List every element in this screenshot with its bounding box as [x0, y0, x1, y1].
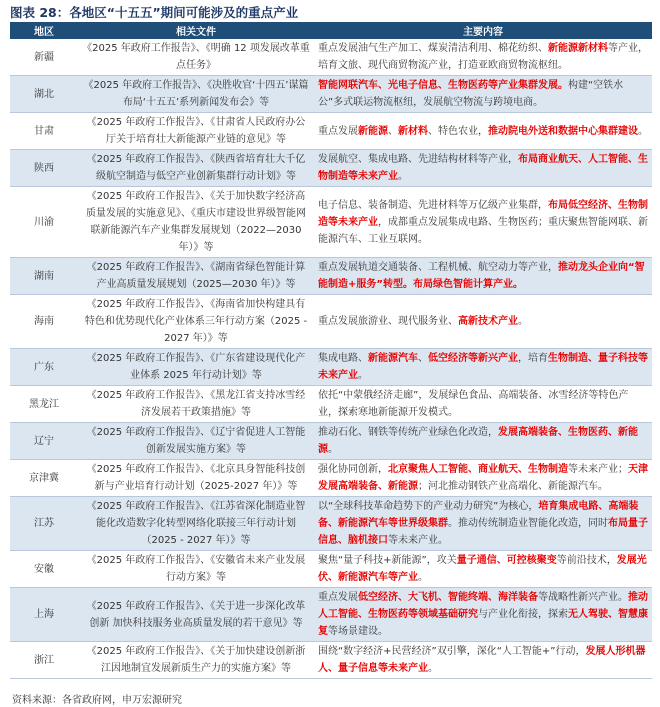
content-cell: [314, 423, 652, 460]
content-cell: [314, 39, 652, 76]
highlighted-text: 新能源: [358, 125, 388, 137]
highlighted-text: 新材料: [398, 125, 428, 137]
content-text: 构建“空铁水公”多式联运物流枢纽，发展航空物流与跨境电商。: [318, 80, 624, 108]
highlighted-text: 低空经济等新兴产业: [428, 353, 518, 364]
content-cell: [314, 150, 652, 187]
region-cell: 安徽: [10, 551, 78, 588]
highlighted-text: 新能源新材料: [548, 43, 608, 54]
documents-cell: 《2025 年政府工作报告》、《北京具身智能科技创新与产业培育行动计划（2025-2027 年）》等: [78, 460, 314, 497]
content-cell: [314, 460, 652, 497]
content-text: 以“全球科技革命趋势下的产业动力研究”为核心，: [318, 501, 539, 512]
table-row: [10, 642, 652, 679]
industry-table: [10, 22, 652, 679]
content-text: 集成电路、: [318, 353, 368, 364]
highlighted-text: 低空经济、大飞机、智能终端、海洋装备: [358, 592, 538, 603]
content-text: 。: [638, 125, 648, 137]
content-cell: [314, 349, 652, 386]
highlighted-text: 推动院电外送和数据中心集群建设: [488, 125, 638, 137]
content-cell: [314, 113, 652, 150]
documents-cell: 《2025 年政府工作报告》、《黑龙江省支持冰雪经济发展若干政策措施》等: [78, 386, 314, 423]
region-cell: 湖北: [10, 76, 78, 113]
region-cell: 京津冀: [10, 460, 78, 497]
region-cell: 江苏: [10, 497, 78, 551]
content-text: 重点发展旅游业、现代服务业、: [318, 316, 458, 327]
highlighted-text: 发展人形机器人、量子信息等未来产业: [318, 646, 646, 674]
highlighted-text: 布局量子信息、脑机接口: [318, 518, 648, 546]
highlighted-text: 北京聚焦人工智能、商业航天、生物制造: [388, 464, 568, 475]
region-cell: 浙江: [10, 642, 78, 679]
content-text: 等前沿技术，: [556, 555, 617, 566]
header-documents: 相关文件: [78, 22, 314, 39]
documents-cell: 《2025 年政府工作报告》、《海南省加快构建具有特色和优势现代化产业体系三年行动方案（2025 - 2027 年）》等: [78, 295, 314, 349]
content-cell: [314, 551, 652, 588]
header-region: 地区: [10, 22, 78, 39]
table-header-row: [10, 22, 652, 39]
content-text: 。: [518, 316, 528, 327]
content-text: 重点发展油气生产加工、煤炭清洁利用、棉花纺织、: [318, 43, 548, 54]
content-text: 。: [428, 663, 438, 674]
content-text: 重点发展: [318, 592, 358, 603]
header-content: 主要内容: [314, 22, 652, 39]
highlighted-text: 发展高端装备、生物医药、新能源: [318, 427, 638, 455]
table-body: [10, 39, 652, 679]
documents-cell: 《2025 年政府工作报告》、《安徽省未来产业发展行动方案》等: [78, 551, 314, 588]
region-cell: 新疆: [10, 39, 78, 76]
content-cell: [314, 386, 652, 423]
table-row: [10, 295, 652, 349]
region-cell: 黑龙江: [10, 386, 78, 423]
region-cell: 海南: [10, 295, 78, 349]
content-text: 电子信息、装备制造、先进材料等万亿级产业集群，: [318, 199, 548, 211]
table-row: [10, 423, 652, 460]
region-cell: 辽宁: [10, 423, 78, 460]
source-note: 资料来源：各省政府网，申万宏源研究: [12, 695, 182, 706]
content-text: 聚焦“量子科技+新能源”，攻关: [318, 555, 457, 566]
content-text: 依托“中蒙俄经济走廊”，发展绿色食品、高端装备、冰雪经济等特色产业，探索寒地新能源开发模式。: [318, 390, 629, 418]
content-text: 重点发展轨道交通装备、工程机械、航空动力等产业，: [318, 262, 558, 273]
content-text: 、特色农业，: [428, 125, 488, 137]
highlighted-text: 培育集成电路、高端装备、新能源汽车等世界级集群: [318, 501, 639, 529]
table-row: [10, 588, 652, 642]
table-row: [10, 460, 652, 497]
table-row: [10, 187, 652, 258]
documents-cell: 《2025 年政府工作报告》、《甘肃省人民政府办公厅关于培育壮大新能源产业链的意见》等: [78, 113, 314, 150]
highlighted-text: 量子通信、可控核聚变: [456, 555, 557, 566]
table-row: [10, 497, 652, 551]
table-row: [10, 150, 652, 187]
highlighted-text: 高新技术产业: [458, 316, 518, 327]
table-row: [10, 551, 652, 588]
figure-title: 图表 28：各地区“十五五”期间可能涉及的重点产业: [10, 5, 299, 20]
region-cell: 川渝: [10, 187, 78, 258]
content-text: 强化协同创新，: [318, 464, 388, 475]
highlighted-text: 布局商业航天、人工智能、生物制造等未来产业: [318, 154, 648, 182]
documents-cell: 《2025 年政府工作报告》、《江苏省深化制造业智能化改造数字化转型网络化联接三年行动计划（2025 - 2027 年）》等: [78, 497, 314, 551]
content-text: 等场景建设。: [328, 626, 388, 637]
documents-cell: 《2025 年政府工作报告》、《湖南省绿色智能计算产业高质量发展规划（2025—2030 年）》等: [78, 258, 314, 295]
table-row: [10, 258, 652, 295]
documents-cell: 《2025 年政府工作报告》、《辽宁省促进人工智能创新发展实施方案》等: [78, 423, 314, 460]
highlighted-text: 生物制造、量子科技等未来产业: [318, 353, 648, 381]
content-text: 与产业化衔接，探索: [478, 609, 568, 620]
documents-cell: 《2025 年政府工作报告》、《决胜收官‘十四五’谋篇布局‘十五五’系列新闻发布会》等: [78, 76, 314, 113]
content-text: 等未来产业。: [388, 535, 448, 546]
highlighted-text: 推动人工智能、生物医药等领域基础研究: [318, 592, 648, 620]
highlighted-text: 无人驾驶、智慧康复: [318, 609, 648, 637]
content-text: 推动石化、钢铁等传统产业绿色化改造，: [318, 427, 498, 438]
content-text: 等战略性新兴产业。: [538, 592, 628, 603]
region-cell: 广东: [10, 349, 78, 386]
documents-cell: 《2025 年政府工作报告》、《陕西省培育壮大千亿级航空制造与低空产业创新集群行动计划》等: [78, 150, 314, 187]
highlighted-text: 智能网联汽车、光电子信息、生物医药等产业集群发展。: [318, 80, 568, 91]
region-cell: 甘肃: [10, 113, 78, 150]
table-row: [10, 39, 652, 76]
region-cell: 上海: [10, 588, 78, 642]
table-row: [10, 113, 652, 150]
content-text: 、: [388, 125, 398, 137]
content-text: 等产业，培育文旅、现代商贸物流产业，打造亚欧商贸物流枢纽。: [318, 43, 648, 71]
table-row: [10, 349, 652, 386]
content-text: ；河北推动钢铁产业高端化、新能源汽车。: [418, 481, 608, 492]
content-text: 、: [418, 353, 428, 364]
content-text: 。: [358, 370, 368, 381]
documents-cell: 《2025 年政府工作报告》、《广东省建设现代化产业体系 2025 年行动计划》等: [78, 349, 314, 386]
highlighted-text: 发展光伏、新能源汽车等产业: [318, 555, 647, 583]
content-cell: [314, 187, 652, 258]
highlighted-text: 天津发展高端装备、新能源: [318, 464, 648, 492]
table-row: [10, 386, 652, 423]
content-text: 。: [418, 572, 428, 583]
content-text: 。推动传统制造业智能化改造，同时: [448, 518, 608, 529]
content-text: 。: [398, 171, 408, 182]
documents-cell: 《2025 年政府工作报告》、《关于加快数字经济高质量发展的实施意见》、《重庆市建设世界级智能网联新能源汽车产业集群发展规划（2022—2030 年）》等: [78, 187, 314, 258]
region-cell: 陕西: [10, 150, 78, 187]
content-cell: [314, 258, 652, 295]
documents-cell: 《2025 年政府工作报告》、《明确 12 项发展改革重点任务》: [78, 39, 314, 76]
content-text: 发展航空、集成电路、先进结构材料等产业，: [318, 154, 518, 165]
region-cell: 湖南: [10, 258, 78, 295]
content-cell: [314, 295, 652, 349]
table-row: [10, 76, 652, 113]
content-text: 围绕“数字经济+民营经济”双引擎，深化“人工智能+”行动，: [318, 646, 586, 657]
content-text: 重点发展: [318, 125, 358, 137]
documents-cell: 《2025 年政府工作报告》、《关于进一步深化改革创新 加快科技服务业高质量发展的若干意见》等: [78, 588, 314, 642]
content-cell: [314, 76, 652, 113]
content-cell: [314, 642, 652, 679]
documents-cell: 《2025 年政府工作报告》、《关于加快建设创新浙江因地制宜发展新质生产力的实施方案》等: [78, 642, 314, 679]
highlighted-text: 推动龙头企业向“智能制造+服务”转型。布局绿色智能计算产业。: [318, 262, 645, 290]
content-text: 。: [328, 444, 338, 455]
highlighted-text: 新能源汽车: [368, 353, 418, 364]
content-cell: [314, 588, 652, 642]
highlighted-text: 布局低空经济、生物制造等未来产业: [318, 199, 648, 228]
content-cell: [314, 497, 652, 551]
content-text: ，培育: [518, 353, 548, 364]
content-text: ，成都重点发展集成电路、生物医药；重庆聚焦智能网联、新能源汽车、工业互联网。: [318, 216, 648, 245]
content-text: 等未来产业；: [568, 464, 628, 475]
